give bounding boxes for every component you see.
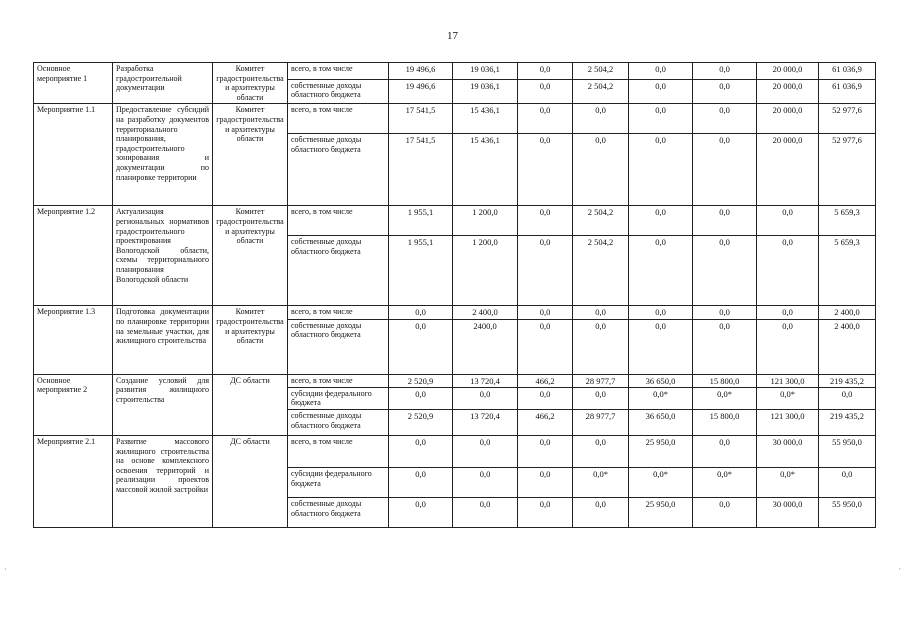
amount-cell: 0,0 <box>518 497 573 527</box>
amount-cell: 0,0 <box>573 387 629 409</box>
amount-cell: 0,0 <box>573 134 629 206</box>
amount-cell: 20 000,0 <box>757 134 819 206</box>
funding-source-label: собственные доходы областного бюджета <box>288 134 389 206</box>
amount-cell: 0,0 <box>389 387 453 409</box>
table-row <box>34 104 876 134</box>
measure-description: Актуализация региональных нормативов градостроительного проектирования Вологодской области, схемы территориального планирования Вологодской области <box>113 206 213 306</box>
right-edge-mark: · <box>898 565 901 574</box>
amount-cell: 2 504,2 <box>573 79 629 104</box>
left-edge-mark: · <box>4 565 7 574</box>
amount-cell: 219 435,2 <box>819 409 876 435</box>
amount-cell: 0,0 <box>518 79 573 104</box>
amount-cell: 15 800,0 <box>693 374 757 387</box>
measure-description: Создание условий для развития жилищного строительства <box>113 374 213 435</box>
amount-cell: 25 950,0 <box>629 435 693 467</box>
amount-cell: 1 955,1 <box>389 236 453 306</box>
amount-cell: 0,0 <box>693 79 757 104</box>
funding-source-label: собственные доходы областного бюджета <box>288 319 389 374</box>
amount-cell: 15 436,1 <box>453 134 518 206</box>
amount-cell: 30 000,0 <box>757 435 819 467</box>
measure-description: Развитие массового жилищного строительства на основе комплексного освоения территорий и реализации проектов массовой жилой застройки <box>113 435 213 527</box>
amount-cell: 17 541,5 <box>389 104 453 134</box>
amount-cell: 1 955,1 <box>389 206 453 236</box>
measure-name: Мероприятие 2.1 <box>34 435 113 527</box>
funding-source-label: всего, в том числе <box>288 374 389 387</box>
amount-cell: 52 977,6 <box>819 134 876 206</box>
amount-cell: 0,0 <box>518 319 573 374</box>
amount-cell: 0,0 <box>693 104 757 134</box>
amount-cell: 30 000,0 <box>757 497 819 527</box>
amount-cell: 20 000,0 <box>757 104 819 134</box>
amount-cell: 36 650,0 <box>629 374 693 387</box>
amount-cell: 52 977,6 <box>819 104 876 134</box>
amount-cell: 5 659,3 <box>819 236 876 306</box>
amount-cell: 0,0* <box>693 387 757 409</box>
funding-source-label: всего, в том числе <box>288 104 389 134</box>
amount-cell: 466,2 <box>518 374 573 387</box>
amount-cell: 0,0* <box>573 467 629 497</box>
amount-cell: 0,0 <box>573 104 629 134</box>
amount-cell: 61 036,9 <box>819 63 876 80</box>
amount-cell: 0,0 <box>573 435 629 467</box>
funding-source-label: собственные доходы областного бюджета <box>288 236 389 306</box>
amount-cell: 0,0 <box>693 63 757 80</box>
budget-table <box>33 62 876 528</box>
measure-executor: ДС области <box>213 374 288 435</box>
table-row <box>34 306 876 319</box>
amount-cell: 0,0 <box>757 319 819 374</box>
amount-cell: 13 720,4 <box>453 409 518 435</box>
amount-cell: 2 520,9 <box>389 409 453 435</box>
amount-cell: 0,0 <box>693 497 757 527</box>
measure-name: Основное мероприятие 1 <box>34 63 113 104</box>
amount-cell: 0,0 <box>757 236 819 306</box>
amount-cell: 466,2 <box>518 409 573 435</box>
amount-cell: 2 520,9 <box>389 374 453 387</box>
amount-cell: 19 036,1 <box>453 63 518 80</box>
amount-cell: 0,0 <box>693 236 757 306</box>
amount-cell: 19 036,1 <box>453 79 518 104</box>
amount-cell: 0,0 <box>389 467 453 497</box>
amount-cell: 0,0 <box>629 236 693 306</box>
amount-cell: 0,0 <box>518 236 573 306</box>
amount-cell: 0,0 <box>389 435 453 467</box>
amount-cell: 17 541,5 <box>389 134 453 206</box>
amount-cell: 0,0* <box>693 467 757 497</box>
amount-cell: 2 504,2 <box>573 236 629 306</box>
table-row <box>34 206 876 236</box>
amount-cell: 0,0 <box>757 306 819 319</box>
funding-source-label: субсидии федерального бюджета <box>288 387 389 409</box>
amount-cell: 0,0 <box>757 206 819 236</box>
amount-cell: 0,0 <box>819 387 876 409</box>
amount-cell: 0,0 <box>518 63 573 80</box>
funding-source-label: собственные доходы областного бюджета <box>288 497 389 527</box>
amount-cell: 55 950,0 <box>819 435 876 467</box>
amount-cell: 2 504,2 <box>573 63 629 80</box>
amount-cell: 61 036,9 <box>819 79 876 104</box>
funding-source-label: всего, в том числе <box>288 206 389 236</box>
amount-cell: 0,0 <box>453 467 518 497</box>
amount-cell: 0,0 <box>389 497 453 527</box>
amount-cell: 19 496,6 <box>389 79 453 104</box>
amount-cell: 25 950,0 <box>629 497 693 527</box>
amount-cell: 0,0 <box>518 206 573 236</box>
measure-description: Подготовка документации по планировке территории на земельные участки, для жилищного строительства <box>113 306 213 374</box>
measure-name: Мероприятие 1.1 <box>34 104 113 206</box>
amount-cell: 5 659,3 <box>819 206 876 236</box>
amount-cell: 0,0 <box>693 306 757 319</box>
amount-cell: 55 950,0 <box>819 497 876 527</box>
amount-cell: 0,0 <box>518 435 573 467</box>
measure-executor: ДС области <box>213 435 288 527</box>
amount-cell: 36 650,0 <box>629 409 693 435</box>
amount-cell: 0,0 <box>629 319 693 374</box>
amount-cell: 13 720,4 <box>453 374 518 387</box>
amount-cell: 0,0 <box>573 319 629 374</box>
page-number: 17 <box>447 30 458 42</box>
amount-cell: 15 800,0 <box>693 409 757 435</box>
amount-cell: 0,0 <box>693 134 757 206</box>
measure-description: Предоставление субсидий на разработку документов территориального планирования, градостроительного зонирования и документации по планировке территории <box>113 104 213 206</box>
amount-cell: 0,0 <box>629 104 693 134</box>
funding-source-label: собственные доходы областного бюджета <box>288 79 389 104</box>
amount-cell: 0,0 <box>518 104 573 134</box>
amount-cell: 28 977,7 <box>573 374 629 387</box>
amount-cell: 0,0 <box>819 467 876 497</box>
measure-executor: Комитет градостроительства и архитектуры области <box>213 306 288 374</box>
amount-cell: 0,0 <box>629 79 693 104</box>
amount-cell: 28 977,7 <box>573 409 629 435</box>
measure-description: Разработка градостроительной документации <box>113 63 213 104</box>
amount-cell: 0,0 <box>629 134 693 206</box>
amount-cell: 2 400,0 <box>819 306 876 319</box>
amount-cell: 0,0 <box>573 306 629 319</box>
measure-name: Основное мероприятие 2 <box>34 374 113 435</box>
amount-cell: 2400,0 <box>453 319 518 374</box>
amount-cell: 219 435,2 <box>819 374 876 387</box>
amount-cell: 121 300,0 <box>757 374 819 387</box>
amount-cell: 0,0 <box>389 319 453 374</box>
amount-cell: 0,0 <box>693 206 757 236</box>
amount-cell: 0,0 <box>518 467 573 497</box>
funding-source-label: всего, в том числе <box>288 63 389 80</box>
amount-cell: 2 400,0 <box>453 306 518 319</box>
amount-cell: 0,0 <box>453 497 518 527</box>
amount-cell: 0,0 <box>629 63 693 80</box>
funding-source-label: субсидии федерального бюджета <box>288 467 389 497</box>
amount-cell: 0,0 <box>629 306 693 319</box>
amount-cell: 20 000,0 <box>757 79 819 104</box>
amount-cell: 0,0 <box>389 306 453 319</box>
table-row <box>34 435 876 467</box>
amount-cell: 0,0 <box>629 206 693 236</box>
amount-cell: 15 436,1 <box>453 104 518 134</box>
table-row <box>34 63 876 80</box>
table-row <box>34 374 876 387</box>
measure-executor: Комитет градостроительства и архитектуры области <box>213 104 288 206</box>
amount-cell: 0,0* <box>757 387 819 409</box>
funding-source-label: всего, в том числе <box>288 306 389 319</box>
amount-cell: 0,0 <box>453 435 518 467</box>
amount-cell: 2 504,2 <box>573 206 629 236</box>
funding-source-label: собственные доходы областного бюджета <box>288 409 389 435</box>
amount-cell: 0,0 <box>518 387 573 409</box>
amount-cell: 0,0 <box>518 134 573 206</box>
amount-cell: 0,0 <box>518 306 573 319</box>
amount-cell: 0,0 <box>453 387 518 409</box>
amount-cell: 0,0* <box>629 467 693 497</box>
measure-executor: Комитет градостроительства и архитектуры области <box>213 63 288 104</box>
amount-cell: 0,0 <box>693 435 757 467</box>
measure-name: Мероприятие 1.3 <box>34 306 113 374</box>
amount-cell: 1 200,0 <box>453 206 518 236</box>
amount-cell: 0,0* <box>629 387 693 409</box>
measure-executor: Комитет градостроительства и архитектуры области <box>213 206 288 306</box>
amount-cell: 0,0* <box>757 467 819 497</box>
measure-name: Мероприятие 1.2 <box>34 206 113 306</box>
funding-source-label: всего, в том числе <box>288 435 389 467</box>
amount-cell: 1 200,0 <box>453 236 518 306</box>
amount-cell: 0,0 <box>693 319 757 374</box>
amount-cell: 0,0 <box>573 497 629 527</box>
amount-cell: 121 300,0 <box>757 409 819 435</box>
amount-cell: 19 496,6 <box>389 63 453 80</box>
amount-cell: 20 000,0 <box>757 63 819 80</box>
amount-cell: 2 400,0 <box>819 319 876 374</box>
